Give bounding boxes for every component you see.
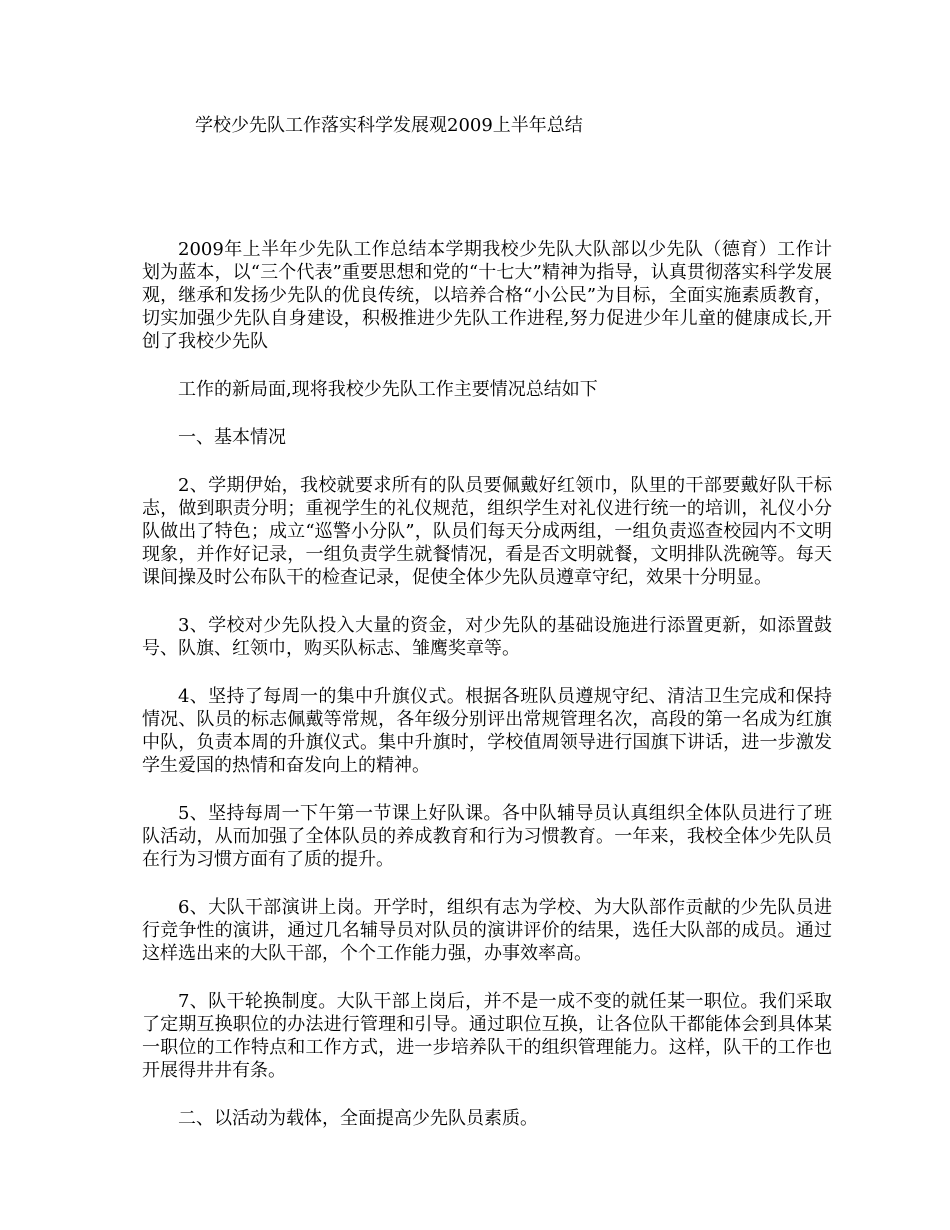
paragraph-item-6: 6、大队干部演讲上岗。开学时，组织有志为学校、为大队部作贡献的少先队员进行竞争性的演讲，通过几名辅导员对队员的演讲评价的结果，选任大队部的成员。通过这样选出来的大队干部，个个工作能力强，办事效率高。 xyxy=(142,897,832,964)
document-title: 学校少先队工作落实科学发展观2009上半年总结 xyxy=(195,115,583,136)
section-heading-activities: 二、以活动为载体，全面提高少先队员素质。 xyxy=(178,1108,538,1129)
paragraph-item-7: 7、队干轮换制度。大队干部上岗后，并不是一成不变的就任某一职位。我们采取了定期互换职位的办法进行管理和引导。通过职位互换，让各位队干都能体会到具体某一职位的工作特点和工作方式，进一步培养队干的组织管理能力。这样，队干的工作也开展得井井有条。 xyxy=(142,991,832,1081)
section-heading-basic-situation: 一、基本情况 xyxy=(178,427,286,448)
paragraph-intro: 2009年上半年少先队工作总结本学期我校少先队大队部以少先队（德育）工作计划为蓝本，以“三个代表”重要思想和党的“十七大”精神为指导，认真贯彻落实科学发展观，继承和发扬少先队的优良传统，以培养合格“小公民”为目标，全面实施素质教育，切实加强少先队自身建设，积极推进少先队工作进程,努力促进少年儿童的健康成长,开创了我校少先队 xyxy=(142,239,832,352)
paragraph-item-3: 3、学校对少先队投入大量的资金，对少先队的基础设施进行添置更新，如添置鼓号、队旗、红领巾，购买队标志、雏鹰奖章等。 xyxy=(142,615,832,659)
paragraph-item-2: 2、学期伊始，我校就要求所有的队员要佩戴好红领巾，队里的干部要戴好队干标志，做到职责分明；重视学生的礼仪规范，组织学生对礼仪进行统一的培训，礼仪小分队做出了特色；成立“巡警小分队”，队员们每天分成两组，一组负责巡查校园内不文明现象，并作好记录，一组负责学生就餐情况，看是否文明就餐，文明排队洗碗等。每天课间操及时公布队干的检查记录，促使全体少先队员遵章守纪，效果十分明显。 xyxy=(142,475,832,588)
document-body xyxy=(142,238,832,1155)
paragraph-summary-lead: 工作的新局面,现将我校少先队工作主要情况总结如下 xyxy=(178,379,598,400)
paragraph-item-4: 4、坚持了每周一的集中升旗仪式。根据各班队员遵规守纪、清洁卫生完成和保持情况、队员的标志佩戴等常规，各年级分别评出常规管理名次，高段的第一名成为红旗中队，负责本周的升旗仪式。集中升旗时，学校值周领导进行国旗下讲话，进一步激发学生爱国的热情和奋发向上的精神。 xyxy=(142,686,832,776)
paragraph-item-5: 5、坚持每周一下午第一节课上好队课。各中队辅导员认真组织全体队员进行了班队活动，从而加强了全体队员的养成教育和行为习惯教育。一年来，我校全体少先队员在行为习惯方面有了质的提升。 xyxy=(142,803,832,870)
